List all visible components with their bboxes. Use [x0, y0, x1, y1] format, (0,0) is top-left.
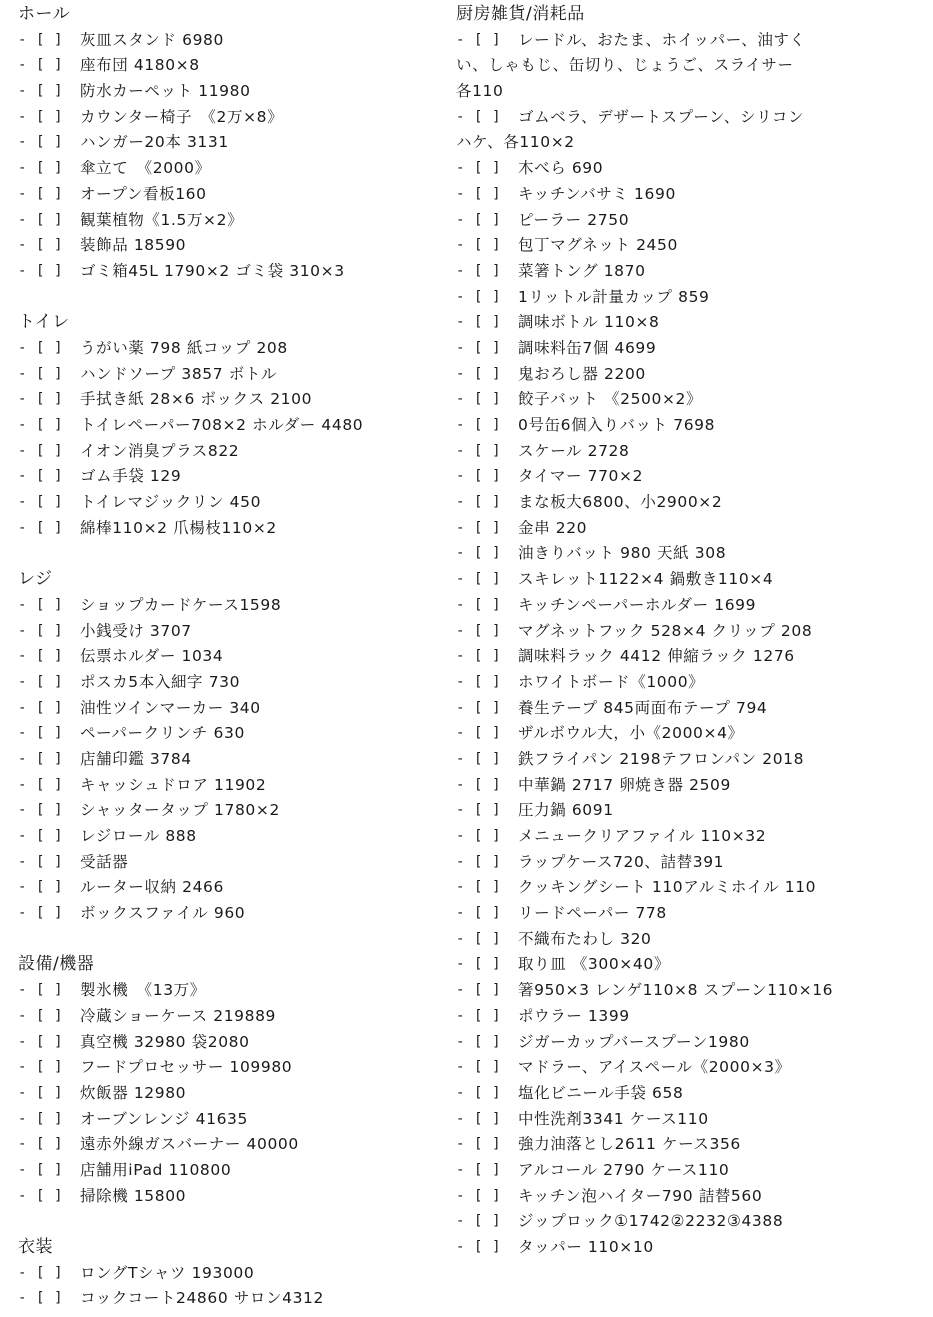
checklist-item: [18, 28, 450, 54]
checkbox-marker: - [ ]: [18, 339, 64, 356]
checkbox-marker: - [ ]: [456, 468, 502, 485]
checklist-item: [18, 978, 450, 1004]
item-text: メニュークリアファイル 110×32: [518, 827, 767, 845]
checkbox-marker: - [ ]: [456, 1084, 502, 1101]
checklist-item: [18, 105, 450, 131]
checklist-item: [456, 413, 928, 439]
checkbox-marker: - [ ]: [456, 596, 502, 613]
item-text: 圧力鍋 6091: [518, 801, 614, 820]
item-text: リードペーパー 778: [518, 904, 667, 923]
item-text: 塩化ビニール手袋 658: [518, 1083, 684, 1102]
checklist-item: [456, 362, 928, 388]
item-text-continuation: い、しゃもじ、缶切り、じょうご、スライサー: [456, 56, 794, 75]
checkbox-marker: - [ ]: [456, 905, 502, 922]
checkbox-marker: - [ ]: [18, 1264, 64, 1281]
item-text: 鉄フライパン 2198テフロンパン 2018: [518, 749, 805, 768]
item-text: 箸950×3 レンゲ110×8 スプーン110×16: [518, 981, 834, 1000]
checklist-item: [456, 850, 928, 876]
checklist-item: [456, 567, 928, 593]
item-text: ゴムベラ、デザートスプーン、シリコン: [518, 107, 805, 126]
checkbox-marker: - [ ]: [18, 519, 64, 536]
checklist-item: [18, 208, 450, 234]
checkbox-marker: - [ ]: [18, 211, 64, 228]
checklist-item: [456, 1158, 928, 1184]
checkbox-marker: - [ ]: [456, 1187, 502, 1204]
checkbox-marker: - [ ]: [456, 982, 502, 999]
checklist-item: [456, 1107, 928, 1133]
checklist-item: [456, 670, 928, 696]
item-text: 調味ボトル 110×8: [518, 313, 660, 332]
item-text: 餃子バット 《2500×2》: [518, 390, 703, 409]
item-text: 座布団 4180×8: [80, 56, 200, 75]
checkbox-marker: - [ ]: [18, 982, 64, 999]
checkbox-marker: - [ ]: [456, 108, 502, 125]
checkbox-marker: - [ ]: [456, 802, 502, 819]
checkbox-marker: - [ ]: [456, 622, 502, 639]
checklist-item: [456, 1004, 928, 1030]
checkbox-marker: - [ ]: [456, 1007, 502, 1024]
checkbox-marker: - [ ]: [456, 1239, 502, 1255]
item-text: 金串 220: [518, 518, 588, 537]
checklist-item: [456, 773, 928, 799]
item-text: キャッシュドロア 11902: [80, 775, 267, 794]
checkbox-marker: - [ ]: [18, 673, 64, 690]
section-heading: 設備/機器: [18, 954, 95, 975]
item-text: 調味料ラック 4412 伸縮ラック 1276: [518, 647, 795, 666]
item-text: トイレペーパー708×2 ホルダー 4480: [80, 416, 364, 434]
checkbox-marker: - [ ]: [456, 1213, 502, 1230]
checklist-item: [456, 516, 928, 542]
checkbox-marker: - [ ]: [18, 1007, 64, 1024]
checklist-item: [456, 310, 928, 336]
section-spacer: [18, 927, 450, 953]
item-text: クッキングシート 110アルミホイル 110: [518, 878, 817, 897]
item-text: 油きりバット 980 天紙 308: [518, 544, 727, 563]
checkbox-marker: - [ ]: [18, 1290, 64, 1307]
item-text: 調味料缶7個 4699: [518, 338, 657, 357]
checkbox-marker: - [ ]: [456, 339, 502, 356]
item-text: ホワイトボード《1000》: [518, 672, 705, 691]
checkbox-marker: - [ ]: [18, 776, 64, 793]
item-text: 小銭受け 3707: [80, 621, 192, 640]
checklist-item: [18, 824, 450, 850]
checklist-item: [18, 1286, 450, 1312]
checkbox-marker: - [ ]: [456, 879, 502, 896]
checklist-item: [456, 593, 928, 619]
checklist-item: [456, 696, 928, 722]
checkbox-marker: - [ ]: [18, 1187, 64, 1204]
checkbox-marker: - [ ]: [18, 622, 64, 639]
checkbox-marker: - [ ]: [18, 365, 64, 382]
checkbox-marker: - [ ]: [18, 160, 64, 177]
item-text: 強力油落とし2611 ケース356: [518, 1135, 741, 1154]
checkbox-marker: - [ ]: [18, 648, 64, 665]
item-text: タイマー 770×2: [518, 467, 644, 486]
checkbox-marker: - [ ]: [18, 442, 64, 459]
checklist-item: [456, 490, 928, 516]
item-text: ポウラー 1399: [518, 1006, 630, 1025]
checkbox-marker: - [ ]: [18, 905, 64, 922]
item-text: 遠赤外線ガスバーナー 40000: [80, 1135, 299, 1154]
item-text: 1リットル計量カップ 859: [518, 287, 710, 306]
checkbox-marker: - [ ]: [18, 237, 64, 254]
checklist-item: [456, 1055, 928, 1081]
checklist-item: [456, 824, 928, 850]
checkbox-marker: - [ ]: [18, 185, 64, 202]
checklist-item: [456, 619, 928, 645]
item-text: オーブンレンジ 41635: [80, 1109, 248, 1128]
checklist-item: [18, 1030, 450, 1056]
item-text: 装飾品 18590: [80, 236, 187, 255]
checkbox-marker: - [ ]: [456, 571, 502, 588]
checkbox-marker: - [ ]: [18, 417, 64, 433]
checkbox-marker: - [ ]: [18, 1110, 64, 1127]
checklist-item: [18, 1184, 450, 1210]
checklist-item: [456, 1209, 928, 1235]
checkbox-marker: - [ ]: [456, 442, 502, 459]
checkbox-marker: - [ ]: [456, 699, 502, 716]
checklist-item: [18, 182, 450, 208]
checklist-item: [456, 1081, 928, 1107]
checkbox-marker: - [ ]: [456, 1059, 502, 1076]
checklist-item: [456, 644, 928, 670]
checklist-item: [456, 541, 928, 567]
checkbox-marker: - [ ]: [18, 828, 64, 844]
checklist-item: [456, 798, 928, 824]
checklist-item: [18, 850, 450, 876]
checkbox-marker: - [ ]: [456, 262, 502, 279]
item-text: ラップケース720、詰替391: [518, 852, 725, 871]
checkbox-marker: - [ ]: [456, 1033, 502, 1050]
checklist-item: [456, 747, 928, 773]
checklist-item: [456, 721, 928, 747]
item-text: ポスカ5本入細字 730: [80, 672, 241, 691]
section-spacer: [18, 1209, 450, 1235]
checkbox-marker: - [ ]: [18, 108, 64, 125]
checkbox-marker: - [ ]: [456, 365, 502, 382]
checkbox-marker: - [ ]: [456, 391, 502, 408]
section-spacer: [18, 541, 450, 567]
checkbox-marker: - [ ]: [18, 391, 64, 408]
checklist-item: [18, 670, 450, 696]
checklist-item: [18, 1261, 450, 1287]
checklist-item: [18, 593, 450, 619]
checklist-item: [18, 79, 450, 105]
section-heading: レジ: [18, 569, 53, 590]
checklist-item: [18, 721, 450, 747]
item-text: オープン看板160: [80, 184, 207, 203]
item-text: 木べら 690: [518, 159, 604, 178]
checkbox-marker: - [ ]: [456, 314, 502, 331]
item-text: 掃除機 15800: [80, 1186, 187, 1205]
checkbox-marker: - [ ]: [18, 262, 64, 279]
item-text: まな板大6800、小2900×2: [518, 493, 723, 512]
checklist-item: [18, 773, 450, 799]
item-text: ザルボウル大，小《2000×4》: [518, 724, 744, 743]
item-text: フードプロセッサー 109980: [80, 1058, 293, 1077]
item-text: 菜箸トング 1870: [518, 261, 646, 280]
item-text: ショップカードケース1598: [80, 595, 282, 614]
section-heading: 衣装: [18, 1237, 53, 1257]
checkbox-marker: - [ ]: [18, 802, 64, 819]
checkbox-marker: - [ ]: [18, 750, 64, 767]
item-text: 傘立て 《2000》: [80, 159, 211, 178]
item-text: ゴム手袋 129: [80, 467, 182, 486]
item-text: タッパー 110×10: [518, 1238, 654, 1256]
checklist-item: [18, 696, 450, 722]
checkbox-marker: - [ ]: [456, 211, 502, 228]
checkbox-marker: - [ ]: [18, 468, 64, 485]
checklist-item: [18, 901, 450, 927]
checkbox-marker: - [ ]: [456, 1110, 502, 1127]
item-text: ジップロック①1742②2232③4388: [518, 1212, 784, 1231]
item-text: 炊飯器 12980: [80, 1083, 187, 1102]
item-text: ハンドソープ 3857 ボトル: [80, 364, 278, 383]
checklist-item: [456, 1235, 928, 1261]
checklist-item: [456, 1184, 928, 1210]
checklist-item: [18, 259, 450, 285]
checkbox-marker: - [ ]: [456, 288, 502, 305]
checklist-item: [456, 952, 928, 978]
checklist-item: [456, 1132, 928, 1158]
checkbox-marker: - [ ]: [456, 930, 502, 947]
checkbox-marker: - [ ]: [456, 1161, 502, 1178]
item-text: イオン消臭プラス822: [80, 441, 240, 460]
item-text: レジロール 888: [80, 827, 197, 845]
checklist-item: [456, 901, 928, 927]
item-text: ペーパークリンチ 630: [80, 724, 245, 743]
item-text: 真空機 32980 袋2080: [80, 1032, 250, 1051]
item-text: 伝票ホルダー 1034: [80, 647, 224, 666]
checkbox-marker: - [ ]: [456, 417, 502, 433]
checklist-item: [18, 1158, 450, 1184]
checklist-item: [456, 233, 928, 259]
item-text: ロングTシャツ 193000: [80, 1263, 255, 1282]
checkbox-marker: - [ ]: [18, 134, 64, 151]
item-text: 灰皿スタンド 6980: [80, 30, 224, 49]
item-text: 0号缶6個入りバット 7698: [518, 416, 716, 434]
item-text: マドラー、アイスペール《2000×3》: [518, 1058, 791, 1077]
section-heading: ホール: [18, 4, 71, 24]
checklist-item: [456, 387, 928, 413]
right-column: [456, 2, 928, 1261]
checkbox-marker: - [ ]: [456, 545, 502, 562]
checkbox-marker: - [ ]: [456, 31, 502, 48]
checklist-item: [456, 28, 928, 54]
item-text: ジガーカップバースプーン1980: [518, 1032, 750, 1051]
checklist-item: [18, 362, 450, 388]
item-text: 手拭き紙 28×6 ボックス 2100: [80, 390, 313, 409]
checklist-item: [456, 336, 928, 362]
checkbox-marker: - [ ]: [18, 1059, 64, 1076]
checklist-item: [18, 798, 450, 824]
checklist-item: [18, 1081, 450, 1107]
item-text: アルコール 2790 ケース110: [518, 1160, 730, 1179]
checklist-item: [456, 875, 928, 901]
item-text: ルーター収納 2466: [80, 878, 224, 897]
checkbox-marker: - [ ]: [18, 853, 64, 870]
item-text: 防水カーペット 11980: [80, 82, 251, 101]
checklist-item: [456, 182, 928, 208]
checklist-item: [18, 875, 450, 901]
item-text: レードル、おたま、ホイッパー、油すく: [518, 30, 806, 49]
checklist-item: [456, 259, 928, 285]
checkbox-marker: - [ ]: [456, 519, 502, 536]
item-text: ボックスファイル 960: [80, 904, 246, 923]
checkbox-marker: - [ ]: [18, 879, 64, 896]
item-text-continuation: ハケ、各110×2: [456, 133, 575, 152]
checklist-item: [18, 747, 450, 773]
checkbox-marker: - [ ]: [456, 237, 502, 254]
checkbox-marker: - [ ]: [456, 956, 502, 973]
item-text: キッチンバサミ 1690: [518, 184, 676, 203]
item-text: 中華鍋 2717 卵焼き器 2509: [518, 775, 731, 794]
item-text-continuation: 各110: [456, 82, 504, 101]
item-text: キッチンペーパーホルダー 1699: [518, 595, 757, 614]
item-text: ゴミ箱45L 1790×2 ゴミ袋 310×3: [80, 261, 345, 280]
checkbox-marker: - [ ]: [18, 1161, 64, 1178]
checklist-item: [18, 156, 450, 182]
checklist-item: [456, 927, 928, 953]
section-spacer: [18, 285, 450, 311]
checkbox-marker: - [ ]: [18, 83, 64, 100]
checkbox-marker: - [ ]: [456, 828, 502, 844]
checklist-item: [18, 413, 450, 439]
checklist-item: [18, 130, 450, 156]
checklist-item: [18, 387, 450, 413]
checklist-item: [456, 285, 928, 311]
checkbox-marker: - [ ]: [18, 596, 64, 613]
checklist-item: [18, 439, 450, 465]
checklist-item: [456, 439, 928, 465]
checkbox-marker: - [ ]: [456, 185, 502, 202]
item-text: 受話器: [80, 852, 129, 871]
checkbox-marker: - [ ]: [18, 57, 64, 74]
section-heading: 厨房雑貨/消耗品: [456, 4, 585, 24]
checkbox-marker: - [ ]: [456, 648, 502, 665]
checkbox-marker: - [ ]: [456, 853, 502, 870]
item-text: 包丁マグネット 2450: [518, 236, 678, 255]
checkbox-marker: - [ ]: [18, 699, 64, 716]
checkbox-marker: - [ ]: [18, 1033, 64, 1050]
item-text: スケール 2728: [518, 441, 630, 460]
checkbox-marker: - [ ]: [18, 1136, 64, 1153]
left-column: [18, 2, 450, 1312]
checkbox-marker: - [ ]: [18, 1084, 64, 1101]
checklist-item: [18, 490, 450, 516]
item-text: 店舗印鑑 3784: [80, 749, 192, 768]
item-text: 取り皿 《300×40》: [518, 955, 670, 974]
checklist-item: [456, 978, 928, 1004]
item-text: カウンター椅子 《2万×8》: [80, 107, 284, 126]
item-text: 冷蔵ショーケース 219889: [80, 1006, 277, 1025]
item-text: 養生テープ 845両面布テープ 794: [518, 698, 768, 717]
checkbox-marker: - [ ]: [456, 673, 502, 690]
section-heading: トイレ: [18, 312, 70, 333]
item-text: 製氷機 《13万》: [80, 981, 206, 1000]
checkbox-marker: - [ ]: [456, 725, 502, 742]
checklist-item: [456, 105, 928, 131]
item-text: マグネットフック 528×4 クリップ 208: [518, 621, 813, 640]
checklist-item: [456, 208, 928, 234]
item-text: 店舗用iPad 110800: [80, 1160, 232, 1179]
checkbox-marker: - [ ]: [456, 494, 502, 511]
checklist-item: [18, 1004, 450, 1030]
item-text: 不織布たわし 320: [518, 929, 652, 948]
item-text: 油性ツインマーカー 340: [80, 698, 261, 717]
checkbox-marker: - [ ]: [456, 750, 502, 767]
item-text: スキレット1122×4 鍋敷き110×4: [518, 570, 774, 589]
checklist-item: [18, 336, 450, 362]
checklist-item: [456, 156, 928, 182]
item-text: トイレマジックリン 450: [80, 493, 262, 512]
item-text: 鬼おろし器 2200: [518, 364, 646, 383]
checkbox-marker: - [ ]: [456, 1136, 502, 1153]
item-text: コックコート24860 サロン4312: [80, 1289, 324, 1308]
checklist-item: [18, 619, 450, 645]
checkbox-marker: - [ ]: [18, 31, 64, 48]
item-text: ピーラー 2750: [518, 210, 630, 229]
item-text: ハンガー20本 3131: [80, 133, 229, 152]
item-text: 観葉植物《1.5万×2》: [80, 210, 244, 229]
item-text: キッチン泡ハイター790 詰替560: [518, 1186, 763, 1205]
checklist-item: [18, 1055, 450, 1081]
checklist-item: [18, 464, 450, 490]
checklist-item: [456, 1030, 928, 1056]
checklist-item: [18, 1132, 450, 1158]
checkbox-marker: - [ ]: [18, 494, 64, 511]
item-text: 綿棒110×2 爪楊枝110×2: [80, 518, 277, 537]
checklist-item: [456, 464, 928, 490]
checklist-item: [18, 233, 450, 259]
checkbox-marker: - [ ]: [456, 776, 502, 793]
item-text: うがい薬 798 紙コップ 208: [80, 338, 288, 357]
checklist-item: [18, 1107, 450, 1133]
checklist-item: [18, 644, 450, 670]
checkbox-marker: - [ ]: [18, 725, 64, 742]
checklist-item: [18, 53, 450, 79]
item-text: シャッタータップ 1780×2: [80, 801, 280, 820]
checklist-item: [18, 516, 450, 542]
item-text: 中性洗剤3341 ケース110: [518, 1109, 709, 1128]
checkbox-marker: - [ ]: [456, 160, 502, 177]
